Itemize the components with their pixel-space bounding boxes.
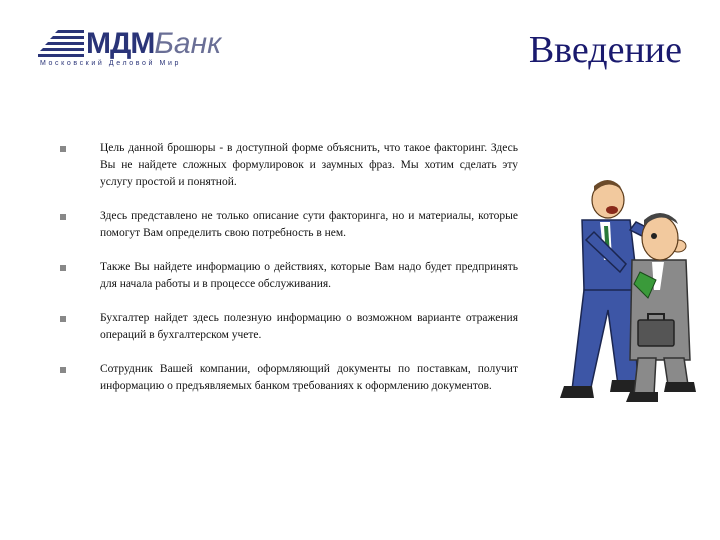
logo-bank: Банк [154,27,222,60]
logo-stripes-icon [38,28,84,58]
logo-wordmark [86,28,221,60]
bullet-icon [60,316,66,322]
logo-name: МДМ [86,27,155,60]
list-item-text: Цель данной брошюры - в доступной форме объяснить, что такое факторинг. Здесь Вы не найдете сложных формулировок и заумных фраз. Мы хотим сделать эту услугу простой и понятной. [100,142,518,188]
bullet-icon [60,265,66,271]
list-item [60,310,518,344]
page-title: Введение [528,29,682,71]
list-item [60,259,518,293]
list-item-text: Здесь представлено не только описание сути факторинга, но и материалы, которые помогут Вам определить свою потребность в нем. [100,210,518,239]
short-man-figure [626,213,696,402]
bullet-list [60,140,518,395]
list-item [60,208,518,242]
list-item-text: Сотрудник Вашей компании, оформляющий документы по поставкам, получит информацию о предъявляемых банком требованиях к оформлению документов. [100,363,518,392]
list-item-text: Также Вы найдете информацию о действиях, которые Вам надо будет предпринять для начала работы и в процессе обслуживания. [100,261,518,290]
bullet-icon [60,367,66,373]
logo-subtitle: Московский Деловой Мир [40,60,181,67]
bank-logo [38,27,222,70]
list-item [60,140,518,191]
list-item-text: Бухгалтер найдет здесь полезную информацию о возможном варианте отражения операций в бухгалтерском учете. [100,312,518,341]
bullet-icon [60,146,66,152]
bullet-icon [60,214,66,220]
list-item [60,361,518,395]
businessmen-illustration [560,180,710,415]
